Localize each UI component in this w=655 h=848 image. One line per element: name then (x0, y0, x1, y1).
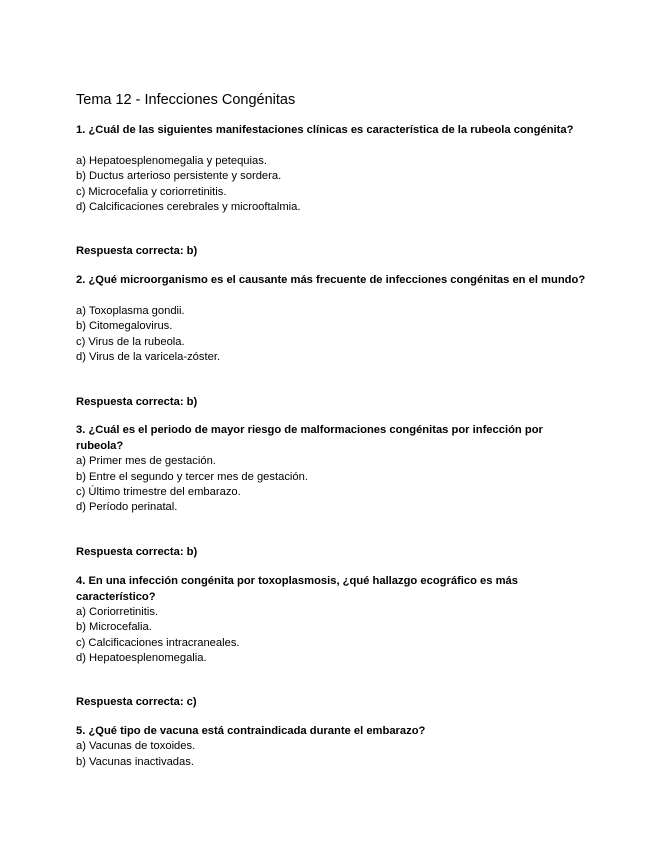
question-5-option-a: a) Vacunas de toxoides. (76, 740, 196, 752)
question-4-text: 4. En una infección congénita por toxoplasmosis, ¿qué hallazgo ecográfico es más característico? (76, 575, 519, 603)
question-5-text: 5. ¿Qué tipo de vacuna está contraindicada durante el embarazo? (76, 725, 426, 737)
question-1-option-b: b) Ductus arterioso persistente y sordera. (76, 170, 282, 182)
question-2-option-d: d) Virus de la varicela-zóster. (76, 351, 221, 363)
question-2-option-c: c) Virus de la rubeola. (76, 336, 185, 348)
question-2-option-a: a) Toxoplasma gondii. (76, 305, 185, 317)
question-4-option-d: d) Hepatoesplenomegalia. (76, 652, 207, 664)
question-5-option-b: b) Vacunas inactivadas. (76, 756, 194, 768)
question-2-option-b: b) Citomegalovirus. (76, 320, 173, 332)
question-3-option-b: b) Entre el segundo y tercer mes de gestación. (76, 471, 308, 483)
page-title: Tema 12 - Infecciones Congénitas (76, 92, 296, 108)
question-3-text: 3. ¿Cuál es el periodo de mayor riesgo de malformaciones congénitas por infección por rubeola? (76, 424, 543, 452)
question-1-answer: Respuesta correcta: b) (76, 245, 198, 257)
question-3-option-c: c) Último trimestre del embarazo. (76, 486, 241, 498)
question-3-option-d: d) Período perinatal. (76, 501, 178, 513)
question-1-option-c: c) Microcefalia y coriorretinitis. (76, 186, 227, 198)
question-4-option-a: a) Coriorretinitis. (76, 606, 159, 618)
question-4-option-c: c) Calcificaciones intracraneales. (76, 637, 240, 649)
question-1-option-d: d) Calcificaciones cerebrales y microoftalmia. (76, 201, 301, 213)
question-2-text: 2. ¿Qué microorganismo es el causante más frecuente de infecciones congénitas en el mundo? (76, 274, 586, 286)
question-1-option-a: a) Hepatoesplenomegalia y petequias. (76, 155, 267, 167)
question-2-answer: Respuesta correcta: b) (76, 396, 198, 408)
question-1-text: 1. ¿Cuál de las siguientes manifestaciones clínicas es característica de la rubeola congénita? (76, 124, 574, 136)
question-4-option-b: b) Microcefalia. (76, 621, 152, 633)
question-3-option-a: a) Primer mes de gestación. (76, 455, 216, 467)
question-4-answer: Respuesta correcta: c) (76, 696, 197, 708)
question-3-answer: Respuesta correcta: b) (76, 546, 198, 558)
